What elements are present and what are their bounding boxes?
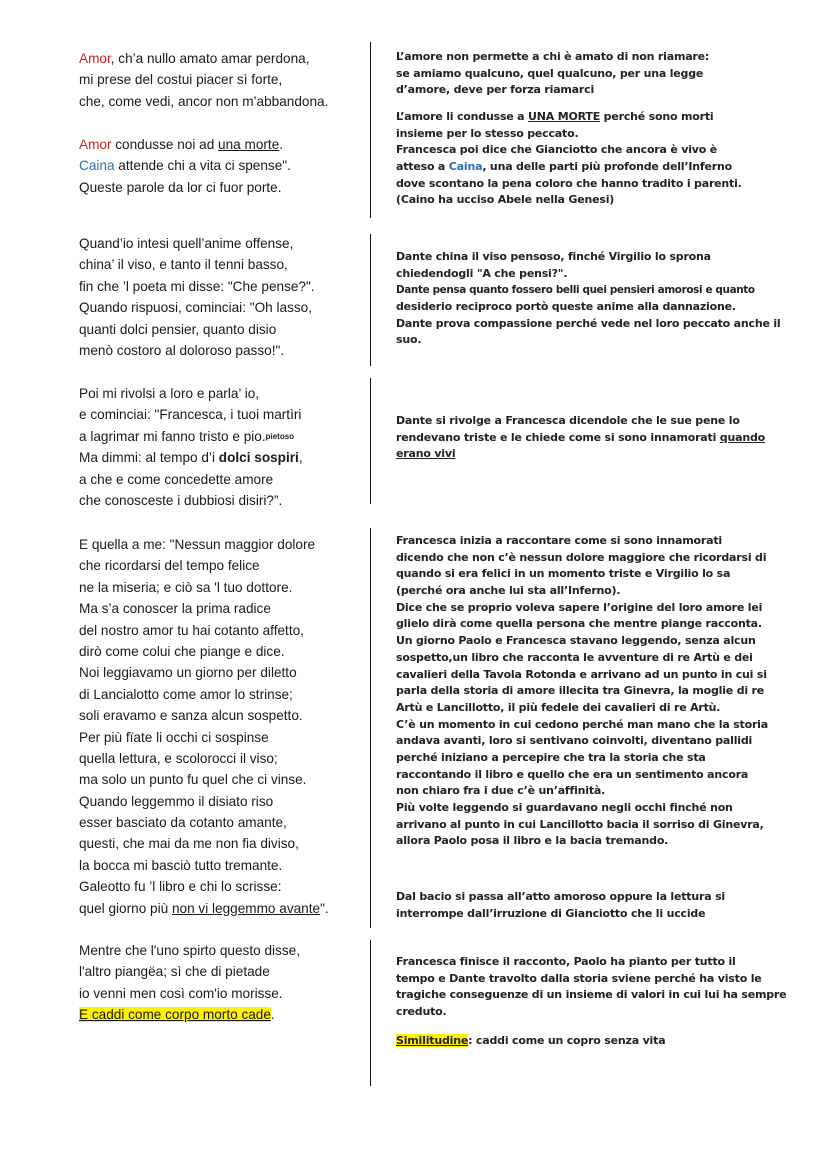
- text-run: che, come vedi, ancor non m’abbandona.: [79, 93, 329, 109]
- poem-line: [79, 297, 364, 318]
- text-run: atteso a: [396, 160, 449, 174]
- text-run: (Caino ha ucciso Abele nella Genesi): [396, 193, 615, 207]
- text-run: suo.: [396, 333, 422, 347]
- poem-line: [79, 812, 364, 833]
- column-divider: [370, 42, 371, 218]
- text-run: E caddi come corpo morto cade: [79, 1007, 271, 1023]
- text-run: che conosceste i dubbiosi disiri?”.: [79, 492, 283, 508]
- text-run: mi prese del costui piacer sì forte,: [79, 72, 283, 88]
- text-run: fin che ’l poeta mi disse: "Che pense?".: [79, 278, 315, 294]
- poem-line: [79, 684, 364, 705]
- note-line: [396, 1004, 806, 1021]
- note-line: [396, 971, 806, 988]
- poem-line: [79, 233, 364, 254]
- poem-line: [79, 447, 364, 468]
- note-line: [396, 316, 806, 333]
- note-line: [396, 833, 806, 850]
- note-line: [396, 717, 806, 734]
- note-block-7: [396, 954, 806, 1021]
- text-run: insieme per lo stesso peccato.: [396, 126, 579, 140]
- note-line: [396, 176, 806, 193]
- text-run: Artù e Lancillotto, il più fedele dei cavalieri di re Artù.: [396, 700, 721, 714]
- text-run: .: [270, 1007, 275, 1023]
- poem-line: [79, 469, 364, 490]
- text-run: quel giorno più: [79, 900, 172, 916]
- note-line: [396, 550, 806, 567]
- text-run: e cominciai: "Francesca, i tuoi martìri: [79, 407, 302, 423]
- note-line: [396, 566, 806, 583]
- note-line: [396, 332, 806, 349]
- text-run: UNA MORTE: [528, 110, 601, 123]
- text-run: creduto.: [396, 1005, 447, 1019]
- text-run: Galeotto fu ’l libro e chi lo scrisse:: [79, 879, 282, 895]
- note-line: [396, 583, 806, 600]
- note-block-3: [396, 249, 806, 349]
- poem-line: [79, 91, 364, 112]
- text-run: (perché ora anche lui sta all’Inferno).: [396, 584, 621, 598]
- text-run: Queste parole da lor ci fuor porte.: [79, 179, 282, 195]
- text-run: ne la miseria; e ciò sa 'l tuo dottore.: [79, 579, 293, 595]
- text-run: quando: [719, 430, 765, 444]
- text-run: dove scontano la pena coloro che hanno tradito i parenti.: [396, 176, 742, 190]
- text-run: Caina: [448, 160, 483, 174]
- poem-line: [79, 641, 364, 662]
- text-run: condusse noi ad: [111, 137, 219, 152]
- text-run: soli eravamo e sanza alcun sospetto.: [79, 708, 303, 724]
- poem-line: [79, 134, 364, 155]
- note-line: [396, 987, 806, 1004]
- text-run: , una delle parti più profonde dell’Inferno: [482, 160, 732, 174]
- poem-line: [79, 254, 364, 275]
- text-run: quanti dolci pensier, quanto disio: [79, 321, 277, 337]
- note-line: [396, 49, 806, 66]
- text-run: E quella a me: "Nessun maggior dolore: [79, 537, 316, 552]
- text-run: se amiamo qualcuno, quel qualcuno, per una legge: [396, 66, 704, 80]
- note-line: [396, 889, 806, 906]
- text-run: : caddi come un copro senza vita: [468, 1034, 666, 1047]
- text-run: L’amore non permette a chi è amato di non riamare:: [396, 50, 710, 63]
- poem-line: [79, 940, 364, 961]
- text-run: arrivano al punto in cui Lancillotto bacia il sorriso di Ginevra,: [396, 817, 764, 831]
- note-block-1: [396, 49, 806, 99]
- text-run: attende chi a vita ci spense".: [114, 158, 291, 174]
- text-run: Francesca poi dice che Gianciotto che ancora è vivo è: [396, 143, 718, 157]
- poem-line: [79, 404, 364, 425]
- text-run: Più volte leggendo si guardavano negli occhi finché non: [396, 801, 733, 814]
- poem-stanza-2: [79, 134, 364, 198]
- note-line: [396, 82, 806, 99]
- text-run: esser basciato da cotanto amante,: [79, 815, 287, 831]
- column-divider: [370, 378, 371, 504]
- text-run: rendevano triste e le chiede come si sono innamorati: [396, 430, 720, 444]
- poem-line: [79, 662, 364, 683]
- poem-line: [79, 598, 364, 619]
- text-run: Dal bacio si passa all’atto amoroso oppure la lettura si: [396, 890, 725, 903]
- poem-stanza-1: [79, 48, 364, 112]
- poem-line: [79, 833, 364, 854]
- poem-line: [79, 276, 364, 297]
- poem-line: [79, 961, 364, 982]
- text-run: cavalieri della Tavola Rotonda e arrivano ad un punto in cui si: [396, 667, 767, 681]
- note-line: [396, 266, 806, 283]
- column-divider: [370, 234, 371, 366]
- text-run: quando si era felici in un momento triste e Virgilio lo sa: [396, 567, 731, 581]
- note-line: [396, 282, 806, 299]
- text-run: Caina: [79, 158, 115, 174]
- text-run: andava avanti, loro si sentivano coinvolti, diventano pallidi: [396, 734, 753, 748]
- poem-stanza-5: [79, 534, 364, 919]
- poem-line: [79, 577, 364, 598]
- text-run: Dante prova compassione perché vede nel loro peccato anche il: [396, 316, 781, 330]
- poem-line: [79, 426, 364, 447]
- text-run: Dante pensa quanto fossero belli quei pensieri amorosi e quanto: [396, 284, 755, 297]
- poem-line: [79, 876, 364, 897]
- text-run: L’amore li condusse a: [396, 110, 529, 123]
- poem-line: [79, 898, 364, 919]
- text-run: a lagrimar mi fanno tristo e pio.: [79, 428, 266, 444]
- text-run: dolci sospiri: [218, 450, 299, 466]
- text-run: del nostro amor tu hai cotanto affetto,: [79, 622, 304, 638]
- text-run: d’amore, deve per forza riamarci: [396, 83, 595, 97]
- note-line: [396, 126, 806, 143]
- note-line: [396, 430, 806, 447]
- text-run: ,: [298, 450, 303, 466]
- note-line: [396, 667, 806, 684]
- note-line: [396, 750, 806, 767]
- text-run: Ma s’a conoscer la prima radice: [79, 601, 271, 617]
- note-line: [396, 446, 806, 463]
- text-run: Quand’io intesi quell’anime offense,: [79, 236, 294, 251]
- text-run: Ma dimmi: al tempo d’i: [79, 450, 219, 466]
- text-run: erano vivi: [396, 447, 456, 461]
- note-line: [396, 249, 806, 266]
- poem-line: [79, 155, 364, 176]
- note-line: [396, 783, 806, 800]
- text-run: che ricordarsi del tempo felice: [79, 558, 260, 574]
- poem-line: [79, 319, 364, 340]
- text-run: , ch’a nullo amato amar perdona,: [110, 51, 310, 66]
- note-line: [396, 616, 806, 633]
- poem-stanza-3: [79, 233, 364, 361]
- poem-line: [79, 748, 364, 769]
- note-line: [396, 954, 806, 971]
- text-run: Quando rispuosi, cominciai: "Oh lasso,: [79, 300, 313, 316]
- text-run: Dante china il viso pensoso, finché Virgilio lo sprona: [396, 250, 711, 263]
- text-run: tempo e Dante travolto dalla storia sviene perché ha visto le: [396, 971, 762, 985]
- note-line: [396, 817, 806, 834]
- text-run: perché sono morti: [600, 110, 714, 123]
- note-line: [396, 767, 806, 784]
- text-run: di Lancialotto come amor lo strinse;: [79, 686, 293, 702]
- poem-line: [79, 620, 364, 641]
- note-block-8: [396, 1033, 806, 1050]
- text-run: questi, che mai da me non fia diviso,: [79, 836, 299, 852]
- poem-line: [79, 69, 364, 90]
- text-run: desiderio reciproco portò queste anime alla dannazione.: [396, 300, 736, 314]
- poem-stanza-4: [79, 383, 364, 511]
- poem-line: [79, 705, 364, 726]
- text-run: menò costoro al doloroso passo!".: [79, 342, 285, 358]
- poem-line: [79, 490, 364, 511]
- note-line: [396, 633, 806, 650]
- text-run: china’ il viso, e tanto il tenni basso,: [79, 257, 288, 273]
- poem-line: [79, 383, 364, 404]
- poem-line: [79, 791, 364, 812]
- text-run: Quando leggemmo il disiato riso: [79, 793, 274, 809]
- text-run: chiedendogli "A che pensi?".: [396, 266, 568, 280]
- text-run: tragiche conseguenze di un insieme di valori in cui lui ha sempre: [396, 988, 787, 1002]
- text-run: C’è un momento in cui cedono perché man mano che la storia: [396, 717, 768, 731]
- text-run: Francesca inizia a raccontare come si sono innamorati: [396, 534, 722, 547]
- note-line: [396, 142, 806, 159]
- text-run: .: [279, 137, 284, 152]
- text-run: Noi leggiavamo un giorno per diletto: [79, 665, 297, 681]
- note-line: [396, 800, 806, 817]
- note-line: [396, 109, 806, 126]
- poem-line: [79, 769, 364, 790]
- column-divider: [370, 528, 371, 928]
- text-run: l'altro piangëa; sì che di pietade: [79, 964, 270, 980]
- text-run: raccontando il libro e quello che era un sentimento ancora: [396, 767, 749, 781]
- text-run: non vi leggemmo avante: [171, 900, 321, 916]
- text-run: ".: [320, 900, 329, 916]
- text-run: quella lettura, e scolorocci il viso;: [79, 750, 278, 766]
- poem-line: [79, 983, 364, 1004]
- text-run: la bocca mi basciò tutto tremante.: [79, 857, 283, 873]
- note-line: [396, 650, 806, 667]
- text-run: a che e come concedette amore: [79, 471, 274, 487]
- text-run: parla della storia di amore illecita tra Ginevra, la moglie di re: [396, 684, 765, 698]
- note-line: [396, 533, 806, 550]
- note-line: [396, 299, 806, 316]
- note-line: [396, 159, 806, 176]
- note-line: [396, 66, 806, 83]
- note-line: [396, 1033, 806, 1050]
- column-divider: [370, 940, 371, 1086]
- text-run: Amor: [79, 137, 112, 152]
- text-run: glielo dirà come quella persona che mentre piange racconta.: [396, 617, 762, 631]
- poem-line: [79, 855, 364, 876]
- note-line: [396, 413, 806, 430]
- text-run: dicendo che non c’è nessun dolore maggiore che ricordarsi di: [396, 550, 767, 564]
- note-line: [396, 906, 806, 923]
- text-run: Similitudine: [396, 1034, 469, 1047]
- text-run: Poi mi rivolsi a loro e parla’ io,: [79, 386, 260, 401]
- note-block-5: [396, 533, 806, 850]
- text-run: Dante si rivolge a Francesca dicendole che le sue pene lo: [396, 414, 740, 427]
- text-run: Per più fïate li occhi ci sospinse: [79, 729, 269, 745]
- text-run: ma solo un punto fu quel che ci vinse.: [79, 772, 307, 788]
- poem-stanza-6: [79, 940, 364, 1026]
- text-run: non chiaro fra i due c’è un’affinità.: [396, 784, 606, 798]
- note-line: [396, 700, 806, 717]
- note-line: [396, 600, 806, 617]
- poem-line: [79, 534, 364, 555]
- note-line: [396, 733, 806, 750]
- note-line: [396, 192, 806, 209]
- text-run: Francesca finisce il racconto, Paolo ha pianto per tutto il: [396, 955, 736, 968]
- text-run: perché iniziano a percepire che tra la storia che sta: [396, 750, 706, 764]
- poem-line: [79, 555, 364, 576]
- text-run: io venni men così com'io morisse.: [79, 985, 283, 1001]
- text-run: pietoso: [265, 431, 295, 441]
- text-run: sospetto,un libro che racconta le avventure di re Artù e dei: [396, 650, 753, 664]
- poem-line: [79, 1004, 364, 1025]
- text-run: Amor: [79, 51, 111, 66]
- text-run: Un giorno Paolo e Francesca stavano leggendo, senza alcun: [396, 634, 756, 648]
- poem-line: [79, 177, 364, 198]
- text-run: Dice che se proprio voleva sapere l’origine del loro amore lei: [396, 600, 763, 614]
- text-run: interrompe dall’irruzione di Gianciotto che li uccide: [396, 906, 706, 920]
- text-run: una morte: [218, 137, 280, 152]
- note-block-6: [396, 889, 806, 922]
- note-line: [396, 683, 806, 700]
- poem-line: [79, 340, 364, 361]
- note-block-4: [396, 413, 806, 463]
- poem-line: [79, 48, 364, 69]
- poem-line: [79, 727, 364, 748]
- text-run: allora Paolo posa il libro e la bacia tremando.: [396, 834, 669, 848]
- text-run: Mentre che l'uno spirto questo disse,: [79, 943, 300, 958]
- note-block-2: [396, 109, 806, 209]
- text-run: dirò come colui che piange e dice.: [79, 643, 285, 659]
